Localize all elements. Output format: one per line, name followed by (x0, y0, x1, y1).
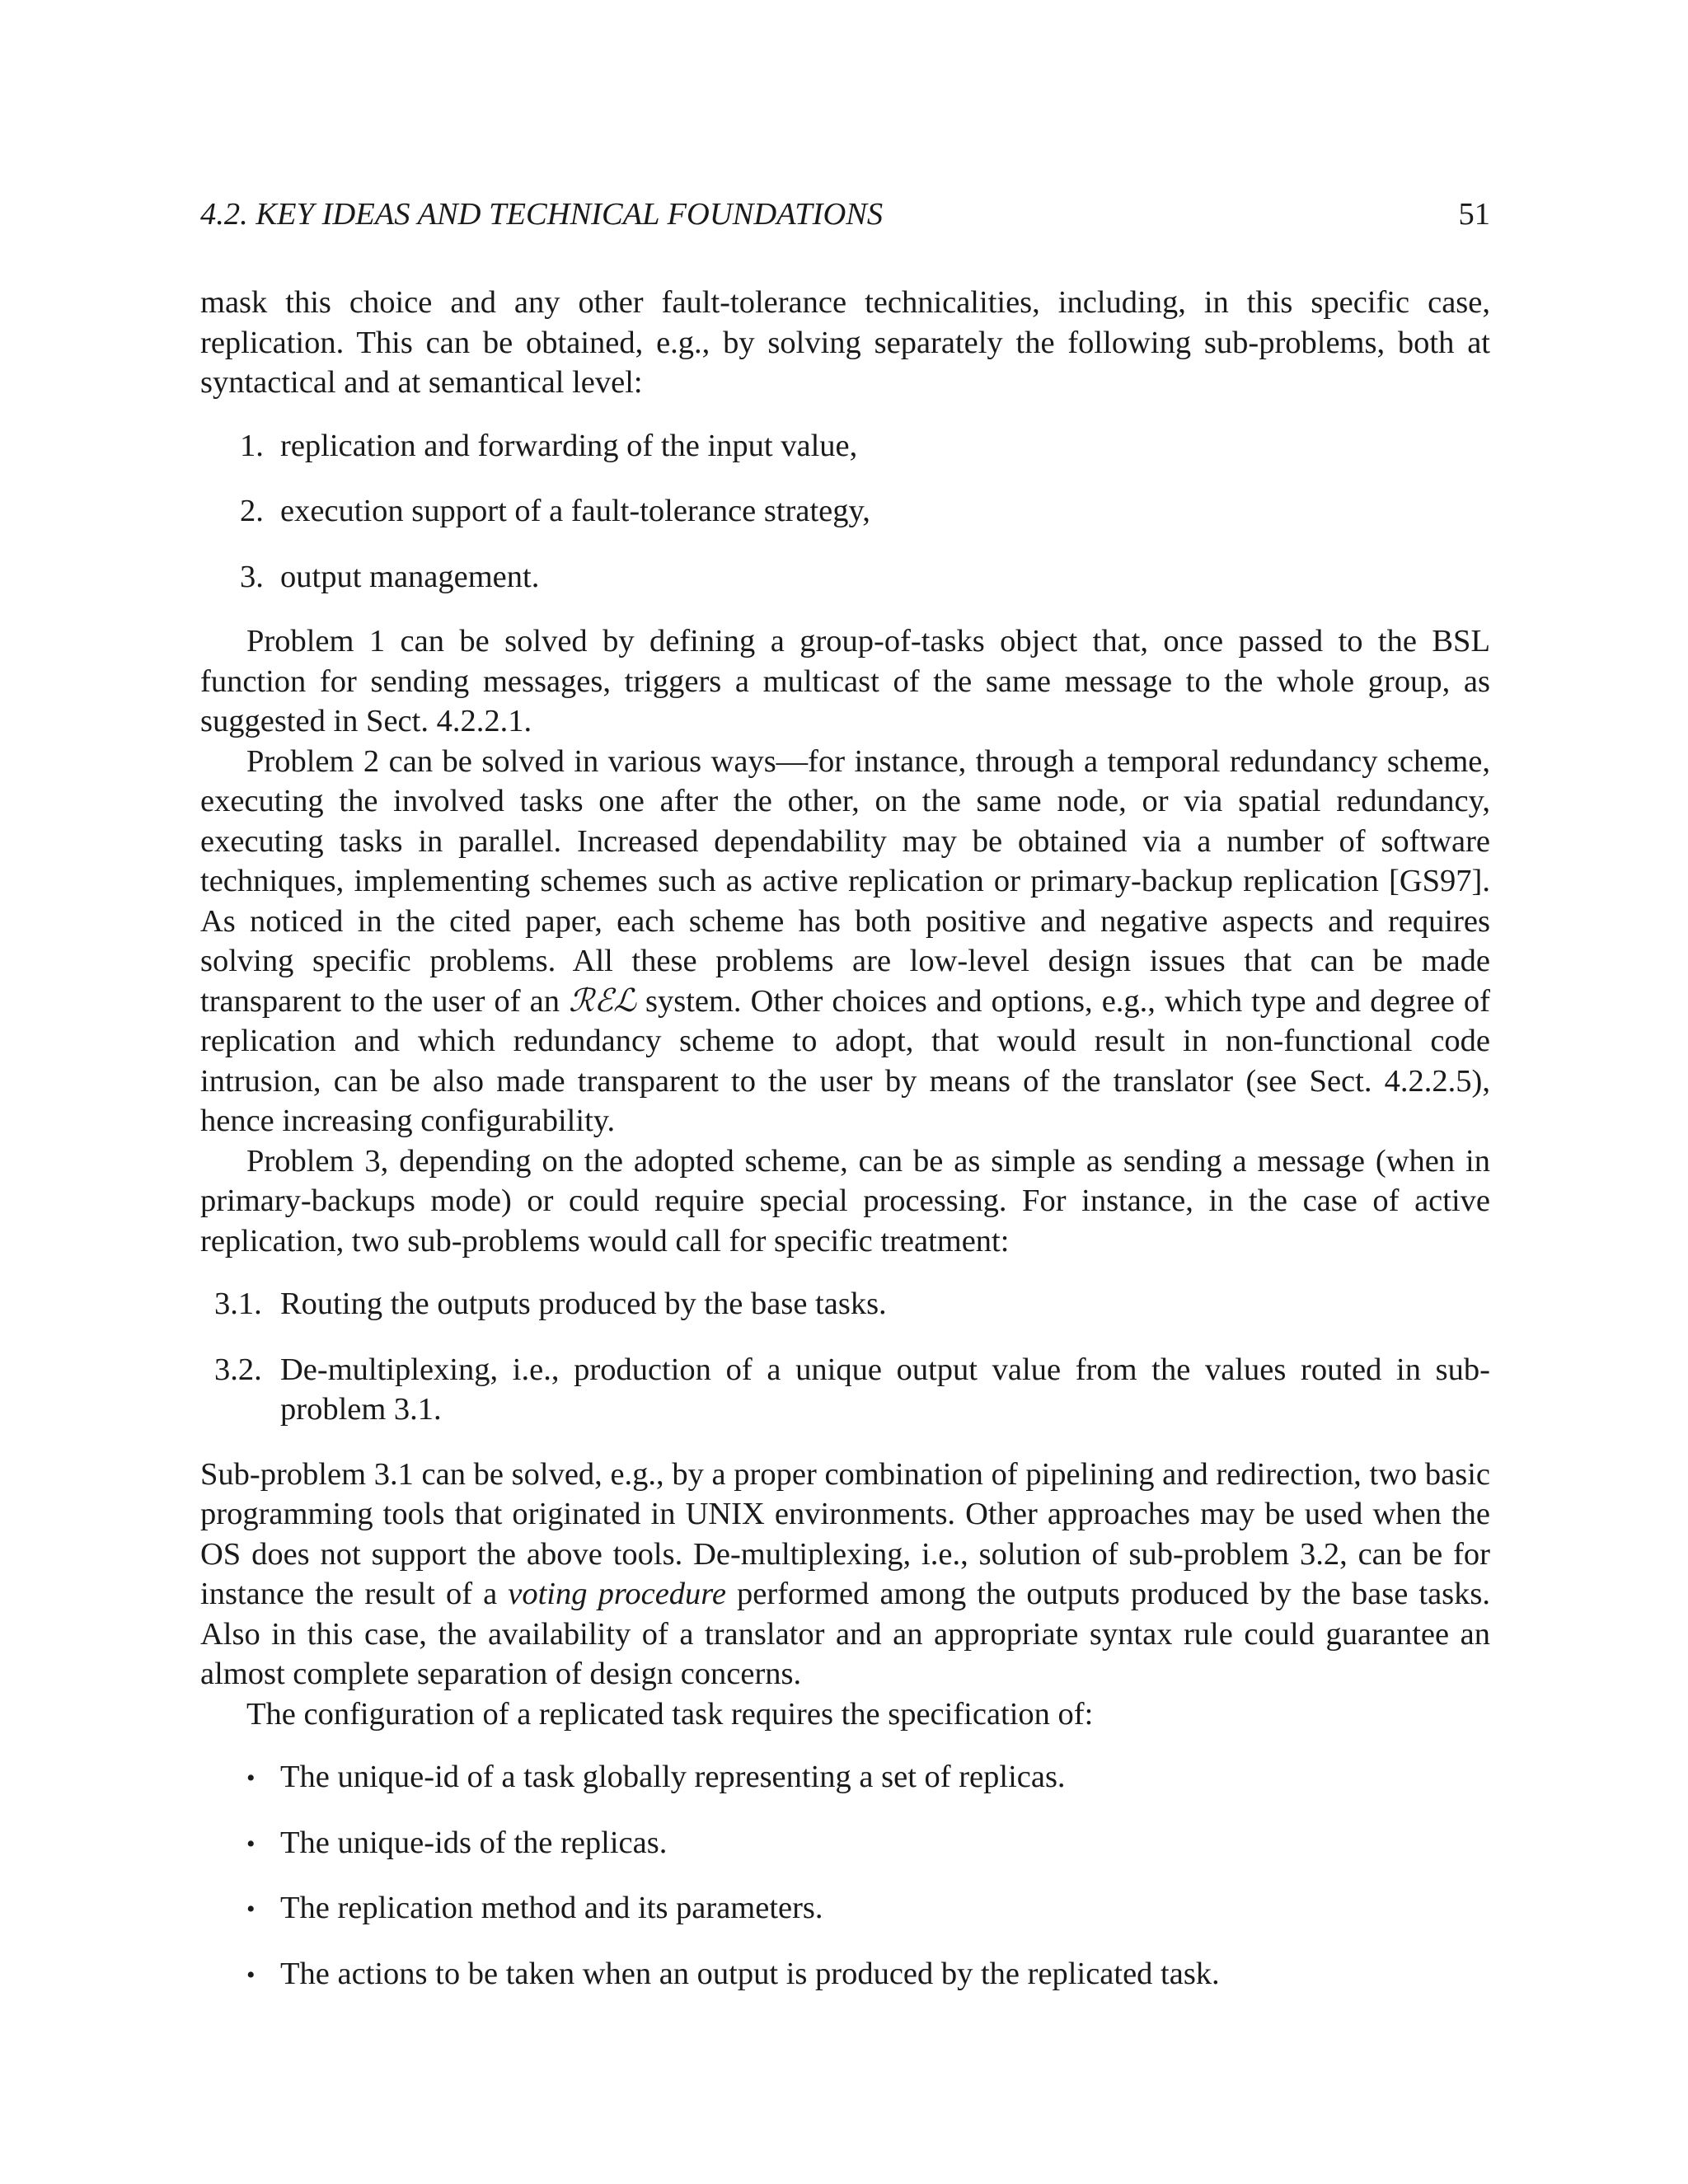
emphasis-text: voting procedure (508, 1577, 726, 1611)
item-text: replication and forwarding of the input value, (280, 428, 858, 463)
item-text: Routing the outputs produced by the base tasks. (280, 1286, 887, 1321)
section-title: 4.2. KEY IDEAS AND TECHNICAL FOUNDATIONS (200, 197, 884, 232)
item-number: 3. (240, 559, 264, 594)
subproblem-text-b: performed among the outputs produced by the base tasks. Also in this case, the availability of a translator and an appropriate syntax rule could guarantee an almost complete separation of design concerns. (200, 1577, 1490, 1691)
list-item (200, 1757, 1490, 1797)
subproblem-paragraph (200, 1455, 1490, 1694)
item-text: execution support of a fault-tolerance strategy, (280, 494, 870, 528)
list-item (200, 1350, 1490, 1430)
item-number: 1. (240, 428, 264, 463)
problem2-text-b: system. Other choices and options, e.g., which type and degree of replication and which redundancy scheme to adopt, that would result in non-functional code intrusion, can be also made transparent to the user by means of the translator (see Sect. 4.2.2.5), hence increasing configurability. (200, 983, 1490, 1138)
list-item (200, 426, 1490, 466)
problem2-text-a: Problem 2 can be solved in various ways—for instance, through a temporal redundancy scheme, executing the involved tasks one after the other, on the same node, or via spatial redundancy, executing tasks in parallel. Increased dependability may be obtained via a number of software techniques, implementing schemes such as active replication or primary-backup replication [GS97]. As noticed in the cited paper, each scheme has both positive and negative aspects and requires solving specific problems. All these problems are low-level design issues that can be made transparent to the user of an (200, 743, 1490, 1019)
list-item (200, 491, 1490, 532)
rel-logo-text: ℛℰℒ (569, 982, 636, 1019)
list-item (200, 1823, 1490, 1863)
item-text: output management. (280, 559, 540, 594)
list-item (200, 1954, 1490, 1994)
problem1-paragraph: Problem 1 can be solved by defining a group-of-tasks object that, once passed to the BSL function for sending messages, triggers a multicast of the same message to the whole group, as suggested in Sect. 4.2.2.1. (200, 624, 1490, 738)
bullet-icon: • (246, 1961, 256, 1989)
item-text: The unique-ids of the replicas. (280, 1825, 668, 1860)
bullet-icon: • (246, 1765, 256, 1792)
subproblem-list (200, 1284, 1490, 1430)
item-number: 3.1. (214, 1286, 262, 1321)
list-item (200, 557, 1490, 598)
running-header (200, 196, 1490, 232)
problem3-paragraph: Problem 3, depending on the adopted scheme, can be as simple as sending a message (when in primary-backups mode) or could require special processing. For instance, in the case of active replication, two sub-problems would call for specific treatment: (200, 1143, 1490, 1258)
subproblem-text-a: Sub-problem 3.1 can be solved, e.g., by a proper combination of pipelining and redirection, two basic programming tools that originated in UNIX environments. Other approaches may be used when the OS does not support the above tools. De-multiplexing, i.e., solution of sub-problem 3.2, can be for instance the result of a (200, 1456, 1490, 1611)
list-item (200, 1284, 1490, 1324)
item-number: 2. (240, 494, 264, 528)
bullet-icon: • (246, 1830, 256, 1858)
page-number: 51 (1458, 197, 1490, 232)
problem2-paragraph (200, 742, 1490, 1141)
problem-list (200, 426, 1490, 598)
bullet-icon: • (246, 1896, 256, 1923)
list-item (200, 1888, 1490, 1929)
item-text: The actions to be taken when an output is produced by the replicated task. (280, 1956, 1220, 1991)
config-list (200, 1757, 1490, 1994)
body-text (200, 283, 1490, 2018)
intro-paragraph: mask this choice and any other fault-tolerance technicalities, including, in this specific case, replication. This can be obtained, e.g., by solving separately the following sub-problems, both at syntactical and at semantical level: (200, 285, 1490, 400)
item-text: De-multiplexing, i.e., production of a unique output value from the values routed in sub-problem 3.1. (280, 1352, 1490, 1427)
item-text: The replication method and its parameters. (280, 1891, 823, 1925)
item-number: 3.2. (214, 1352, 262, 1387)
item-text: The unique-id of a task globally representing a set of replicas. (280, 1760, 1066, 1794)
config-paragraph: The configuration of a replicated task requires the specification of: (246, 1696, 1094, 1732)
